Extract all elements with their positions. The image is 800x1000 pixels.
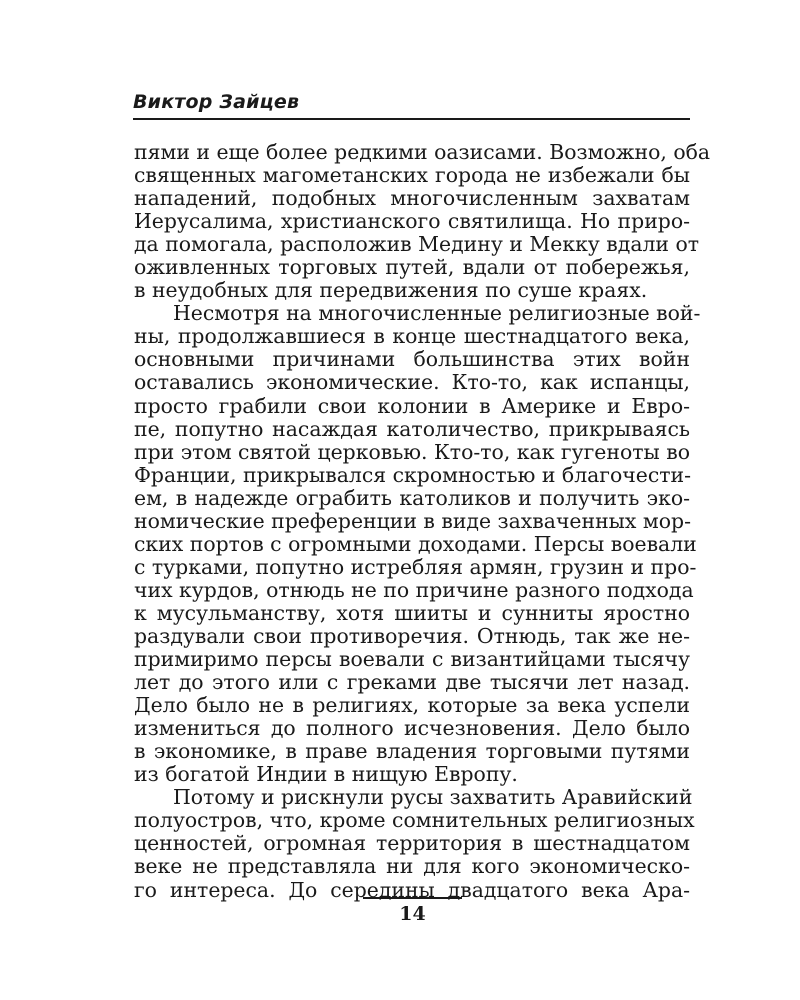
- text-line: пями и еще более редкими оазисами. Возможно, оба: [134, 140, 711, 164]
- text-line: Дело было не в религиях, которые за века успели: [134, 693, 690, 718]
- text-line: просто грабили свои колонии в Америке и Евро-: [134, 393, 690, 418]
- text-line: к мусульманству, хотя шииты и сунниты яростно: [134, 600, 690, 625]
- text-line: лет до этого или с греками две тысячи лет назад.: [134, 670, 690, 695]
- text-line: чих курдов, отнюдь не по причине разного подхода: [134, 577, 694, 602]
- text-line: ем, в надежде ограбить католиков и получить эко-: [134, 485, 690, 510]
- text-line: Иерусалима, христианского святилища. Но приро-: [134, 209, 690, 234]
- text-line: да помогала, расположив Медину и Мекку вдали от: [134, 232, 700, 257]
- text-line-paragraph-start: Несмотря на многочисленные религиозные вой-: [173, 301, 701, 326]
- text-line: основными причинами большинства этих войн: [134, 347, 690, 372]
- text-line: Франции, прикрывался скромностью и благочести-: [134, 462, 691, 487]
- text-line: в экономике, в праве владения торговыми путями: [134, 739, 690, 764]
- text-line: оживленных торговых путей, вдали от побережья,: [134, 255, 690, 280]
- text-line: оставались экономические. Кто-то, как испанцы,: [134, 370, 690, 395]
- text-line-paragraph-start: Потому и рискнули русы захватить Аравийский: [173, 785, 693, 810]
- text-line: пе, попутно насаждая католичество, прикрываясь: [134, 416, 690, 441]
- text-line: священных магометанских города не избежали бы: [134, 163, 690, 188]
- text-line: измениться до полного исчезновения. Дело было: [134, 716, 690, 741]
- text-line: го интереса. До середины двадцатого века Ара-: [134, 877, 690, 902]
- text-line: ских портов с огромными доходами. Персы воевали: [134, 531, 697, 556]
- running-head-author: Виктор Зайцев: [133, 91, 300, 113]
- text-line: полуостров, что, кроме сомнительных религиозных: [134, 808, 695, 833]
- text-line: примиримо персы воевали с византийцами тысячу: [134, 647, 690, 672]
- text-line: ны, продолжавшиеся в конце шестнадцатого века,: [134, 324, 690, 349]
- page-number-rule: [363, 897, 462, 899]
- text-line: номические преференции в виде захваченных мор-: [134, 508, 691, 533]
- page-number: 14: [399, 903, 426, 925]
- text-line: ценностей, огромная территория в шестнадцатом: [134, 831, 690, 856]
- text-line: раздували свои противоречия. Отнюдь, так же не-: [134, 623, 690, 648]
- text-line: при этом святой церковью. Кто-то, как гугеноты во: [134, 439, 690, 464]
- text-line: веке не представляла ни для кого экономическо-: [134, 854, 690, 879]
- text-line: в неудобных для передвижения по суше краях.: [134, 278, 648, 303]
- header-rule: [133, 118, 690, 120]
- text-line: из богатой Индии в нищую Европу.: [134, 762, 518, 787]
- text-line: нападений, подобных многочисленным захватам: [134, 186, 690, 211]
- text-line: с турками, попутно истребляя армян, грузин и про-: [134, 554, 697, 579]
- body-text: [134, 140, 711, 902]
